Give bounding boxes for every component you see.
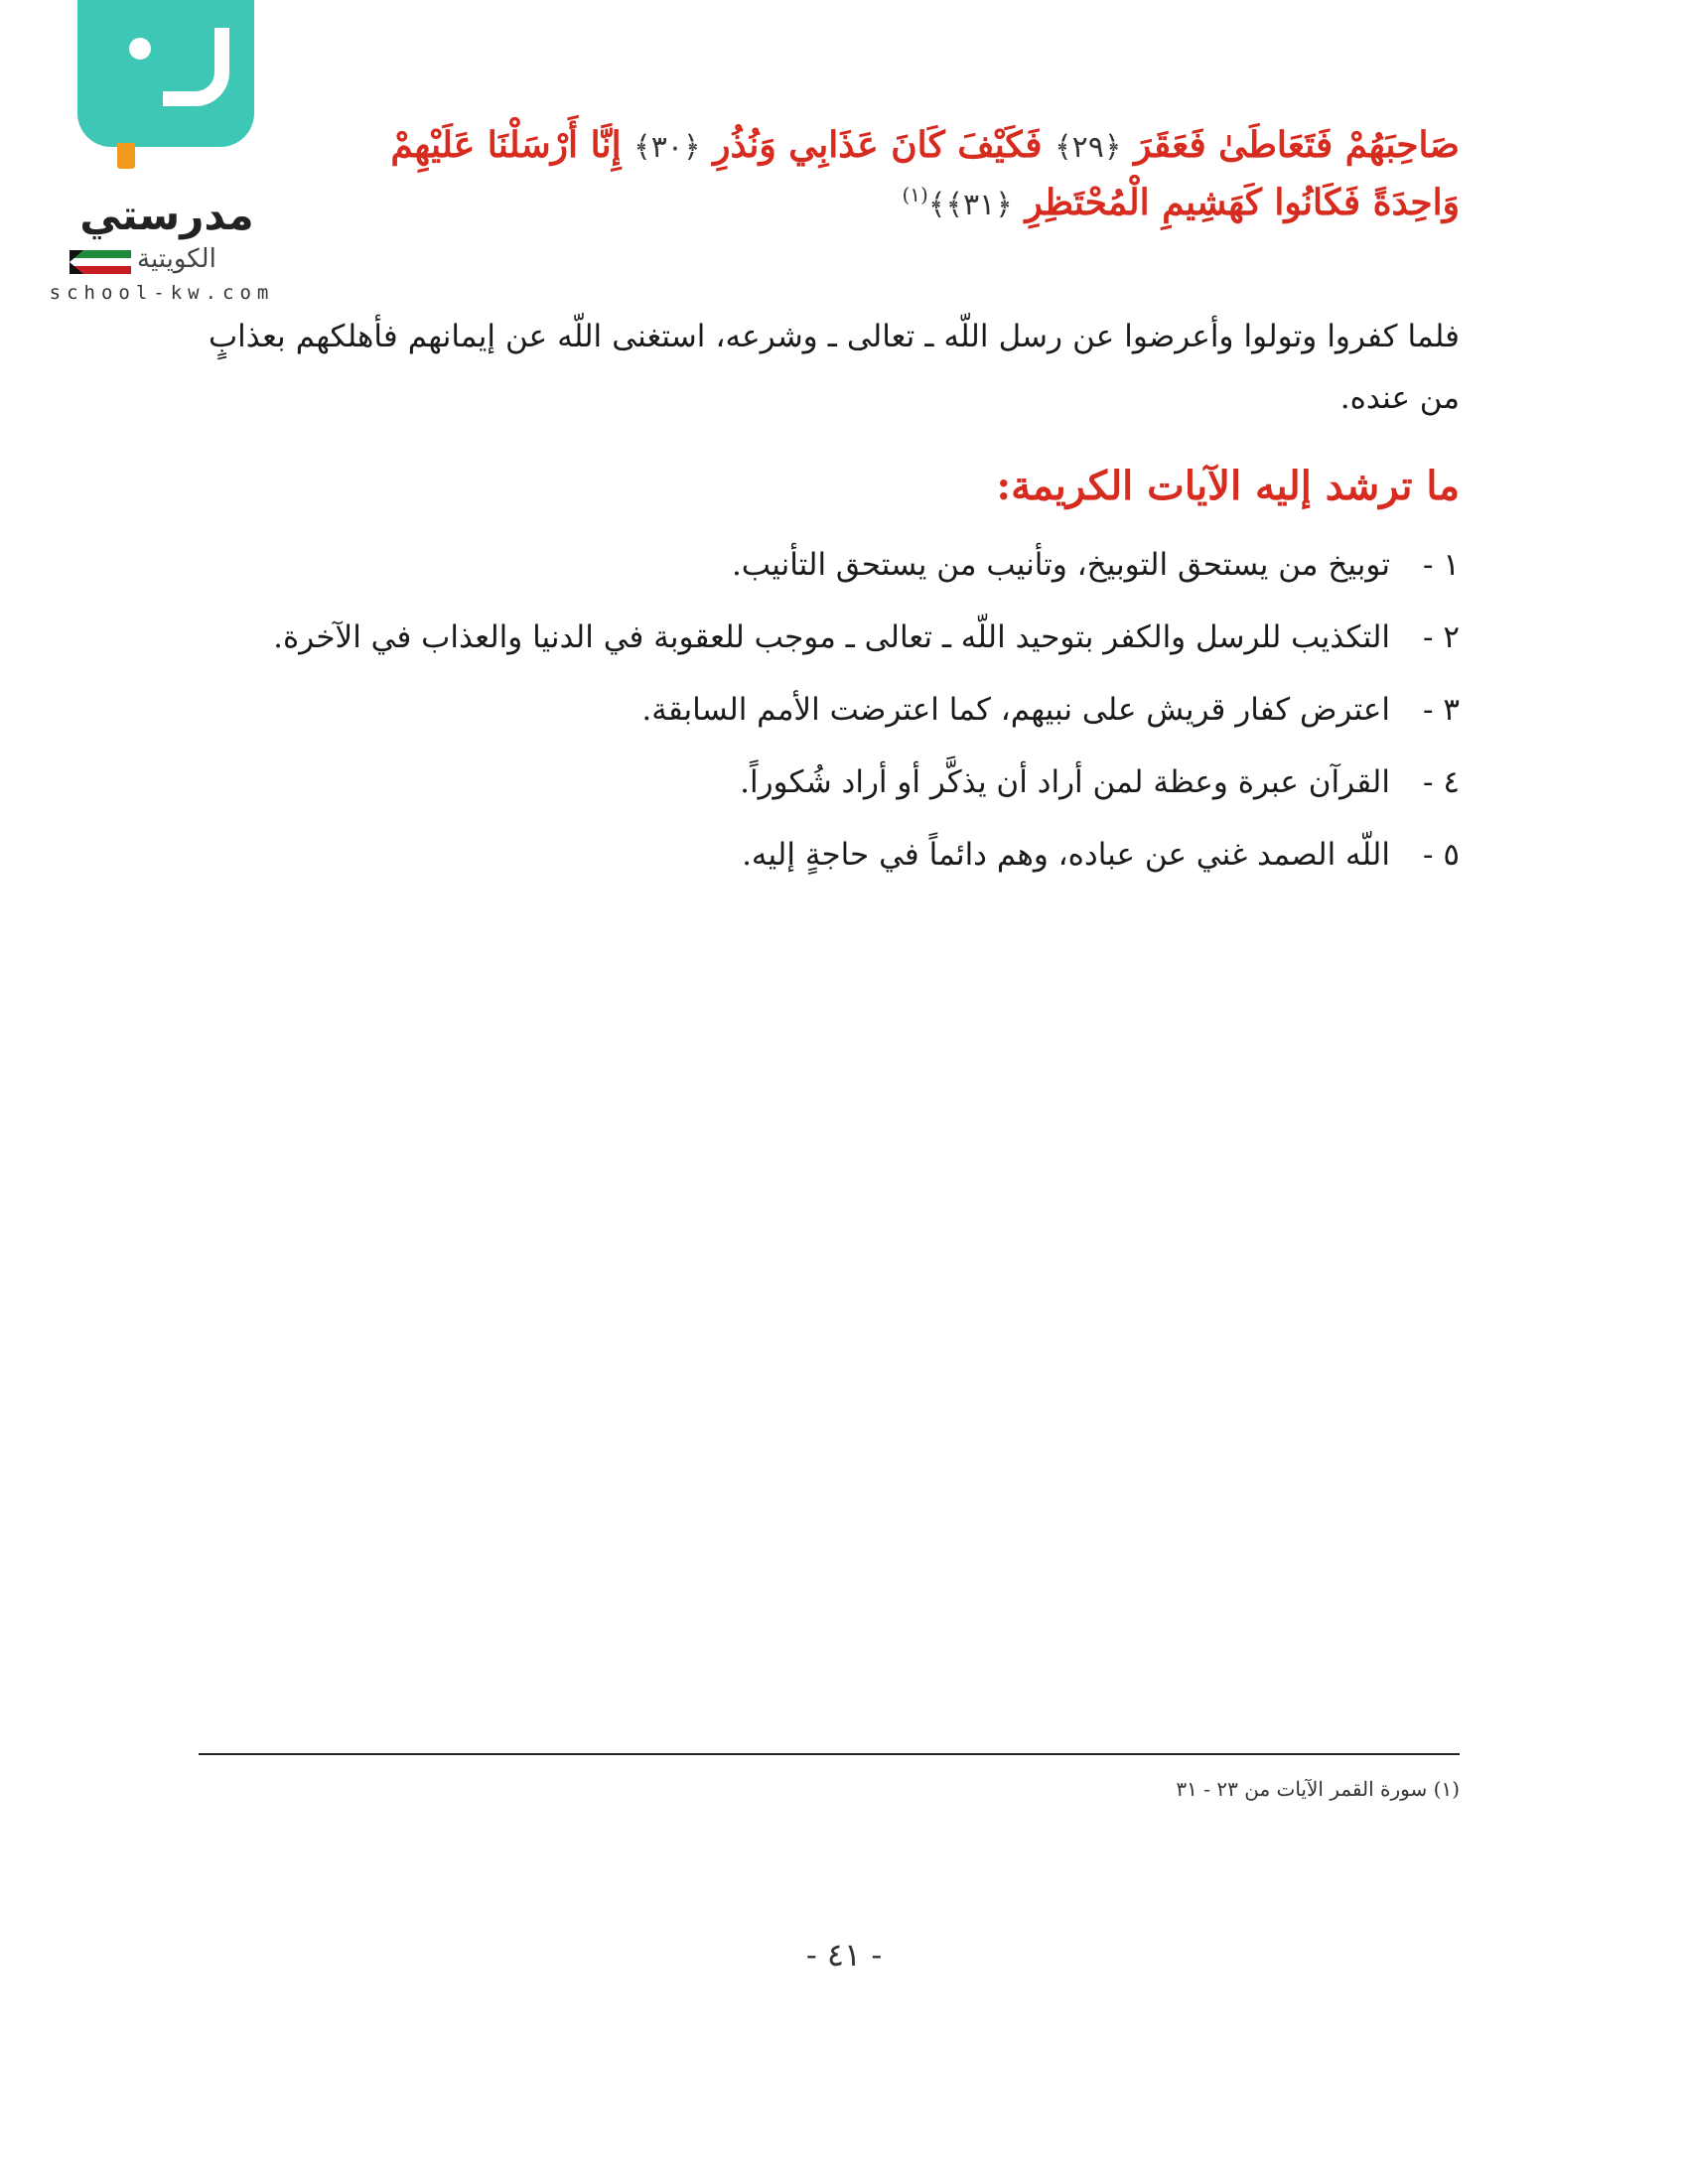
- page-number: - ٤١ -: [805, 1936, 883, 1974]
- section-heading: ما ترشد إليه الآيات الكريمة:: [996, 463, 1460, 509]
- list-item: [209, 681, 1460, 740]
- list-item: [209, 609, 1460, 667]
- verse-segment: وَاحِدَةً فَكَانُوا كَهَشِيمِ الْمُحْتَظِرِ: [1025, 181, 1460, 223]
- logo-country: الكويتية: [137, 244, 216, 274]
- explanation-paragraph: فلما كفروا وتولوا وأعرضوا عن رسل اللّه ـ تعالى ـ وشرعه، استغنى اللّه عن إيمانهم فأهلكهم بعذابٍ من عنده.: [209, 319, 1460, 416]
- ayah-marker: ﴿٣٠﴾: [633, 130, 701, 165]
- point-number: ٣ ‐: [1423, 691, 1460, 728]
- quran-verse: [199, 117, 1460, 231]
- verse-segment: فَكَيْفَ كَانَ عَذَابِي وَنُذُرِ: [713, 124, 1043, 166]
- list-item: [209, 536, 1460, 595]
- point-number: ٤ ‐: [1423, 763, 1460, 800]
- point-text: اللّه الصمد غني عن عباده، وهم دائماً في حاجةٍ إليه.: [742, 836, 1390, 873]
- verse-segment: صَاحِبَهُمْ فَتَعَاطَىٰ فَعَقَرَ: [1134, 124, 1460, 166]
- point-text: اعترض كفار قريش على نبيهم، كما اعترضت الأمم السابقة.: [641, 691, 1390, 728]
- logo-url: school-kw.com: [49, 282, 275, 304]
- verse-line-1: [199, 117, 1460, 175]
- point-text: القرآن عبرة وعظة لمن أراد أن يذكَّر أو أراد شُكوراً.: [740, 763, 1390, 800]
- point-number: ٥ ‐: [1423, 836, 1460, 873]
- list-item: [209, 753, 1460, 812]
- footnote-divider: [199, 1753, 1460, 1755]
- logo-smile: [163, 28, 229, 106]
- points-list: [209, 536, 1460, 897]
- point-number: ١ ‐: [1423, 547, 1460, 583]
- footnote-ref: (١): [902, 182, 928, 206]
- point-text: توبيخ من يستحق التوبيخ، وتأنيب من يستحق التأنيب.: [731, 547, 1390, 583]
- point-text: التكذيب للرسل والكفر بتوحيد اللّه ـ تعالى ـ موجب للعقوبة في الدنيا والعذاب في الآخرة.: [273, 618, 1390, 655]
- verse-close: ﴾: [927, 187, 946, 222]
- verse-line-2: [199, 175, 1460, 232]
- point-number: ٢ ‐: [1423, 618, 1460, 655]
- verse-segment: إِنَّا أَرْسَلْنَا عَلَيْهِمْ: [390, 124, 622, 166]
- ayah-marker: ﴿٣١﴾: [945, 187, 1013, 222]
- logo-dot: [129, 38, 151, 60]
- footnote: (١) سورة القمر الآيات من ٢٣ - ٣١: [1176, 1777, 1460, 1801]
- ayah-marker: ﴿٢٩﴾: [1055, 130, 1122, 165]
- logo-bookmark-icon: [117, 143, 135, 169]
- logo-name: مدرستي: [79, 191, 254, 239]
- list-item: [209, 826, 1460, 885]
- kuwait-flag-icon: [70, 250, 131, 274]
